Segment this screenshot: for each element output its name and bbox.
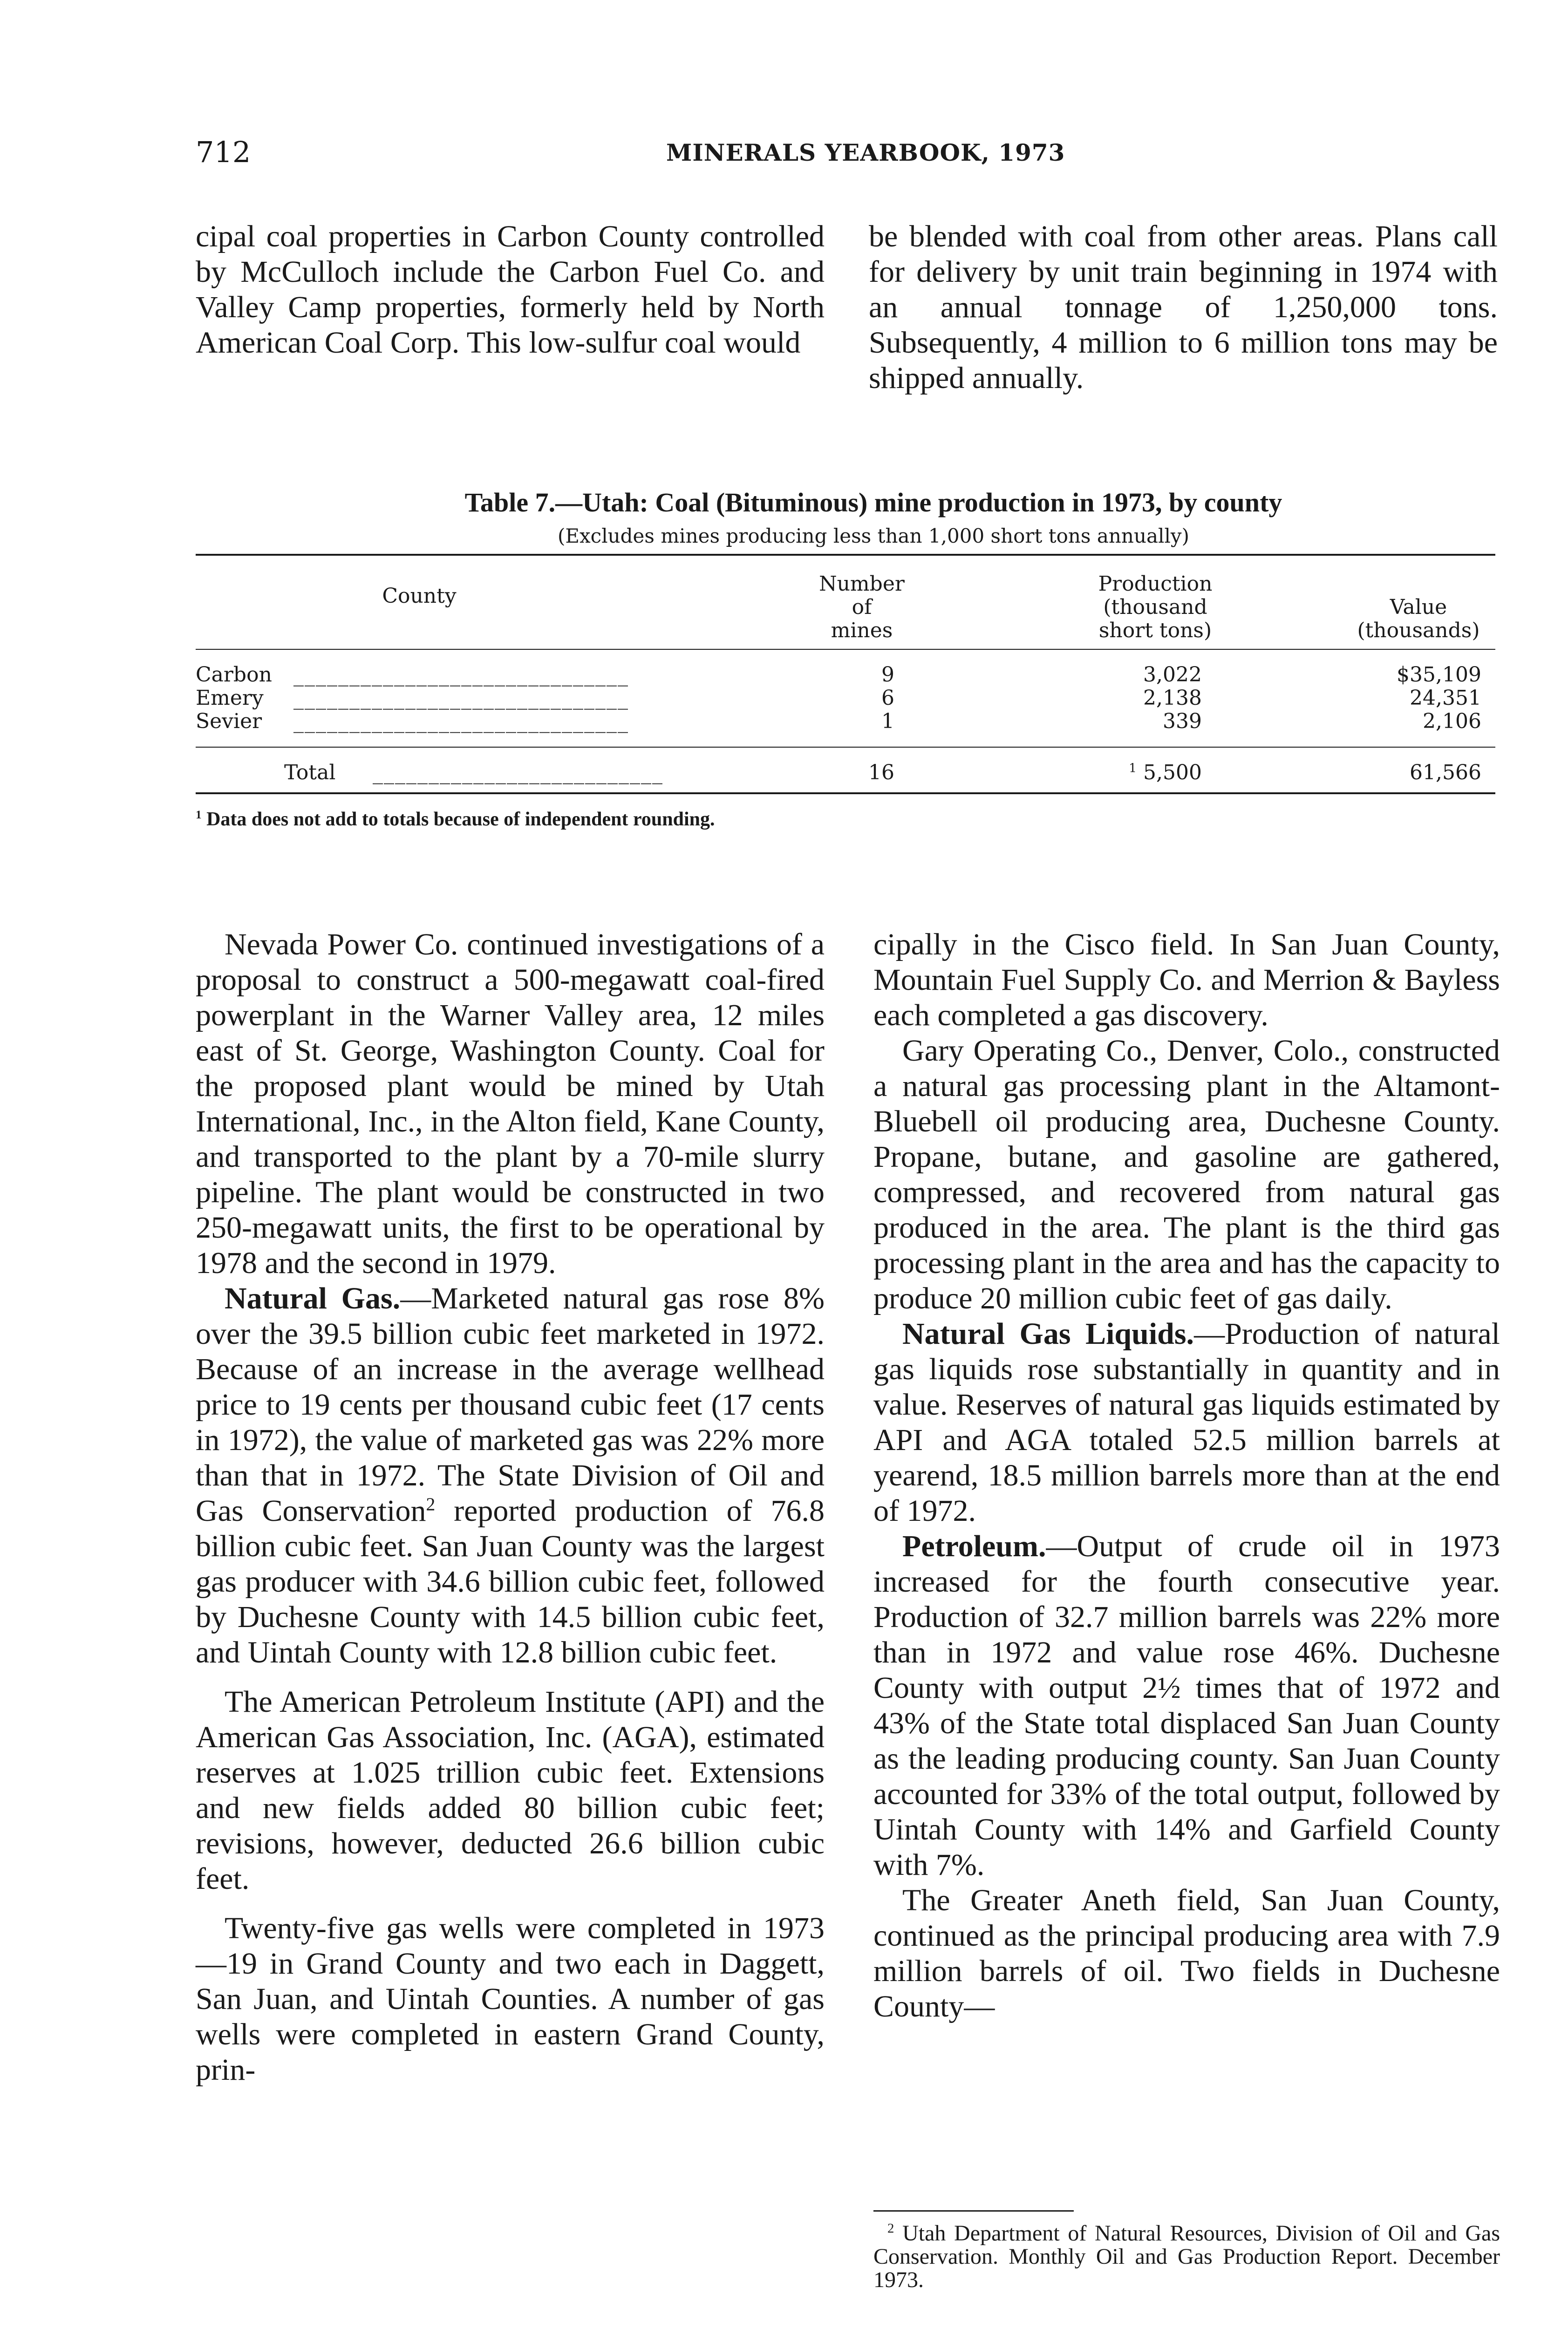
row-mines: 1 [881, 709, 894, 733]
table-body [196, 650, 1495, 733]
bottom-right-column [873, 927, 1500, 2024]
total-production [1090, 761, 1202, 784]
row-county: Emery [196, 686, 264, 710]
row-value: $35,109 [1397, 663, 1481, 687]
table-row [196, 686, 1495, 709]
footnote-rule [873, 2210, 1074, 2212]
header-mines-line: of [852, 595, 872, 619]
paragraph: The Greater Aneth field, San Juan County, continued as the principal producing area with 7.9 million barrels of oil. Two fields in Duchesne County— [873, 1883, 1500, 2023]
paragraph-text: —Marketed natural gas rose 8% over the 39.5 billion cubic feet marketed in 1972. Because of an increase in the average wellhead price to 19 cents per thousand cubic feet (17 cents in 1972), the value of marketed gas was 22% more than that in 1972. The State Division of Oil and Gas Conservation [196, 1281, 825, 1528]
header-production [1071, 572, 1239, 642]
paragraph-petroleum [873, 1529, 1500, 1883]
bottom-left-column [196, 927, 825, 2088]
table-header [196, 556, 1495, 649]
table-row [196, 709, 1495, 733]
table-bottom-rule [196, 792, 1495, 794]
page-number: 712 [196, 135, 251, 169]
header-value-line: Value [1390, 595, 1447, 619]
dot-leader: __________________________ [373, 761, 663, 784]
dot-leader: ______________________________ [293, 709, 629, 733]
footnote-marker: 2 [887, 2221, 894, 2236]
table-footnote [196, 808, 1495, 831]
paragraph: Twenty-five gas wells were completed in 1973—19 in Grand County and two each in Daggett, San Juan, and Uintah Counties. A number of gas wells were completed in eastern Grand County, prin- [196, 1911, 825, 2087]
row-mines: 6 [881, 686, 894, 710]
total-production-value: 5,500 [1143, 761, 1202, 784]
row-production: 339 [1163, 709, 1202, 733]
footnote-marker: 2 [426, 1494, 436, 1514]
footnote-marker: 1 [196, 809, 202, 821]
paragraph: Nevada Power Co. continued investigations of a proposal to construct a 500-megawatt coal-fired powerplant in the Warner Valley area, 12 miles east of St. George, Washington County. Coal for the proposed plant would be mined by Utah International, Inc., in the Alton field, Kane County, and transported to the plant by a 70-mile slurry pipeline. The plant would be constructed in two 250-megawatt units, the first to be operational by 1978 and the second in 1979. [196, 927, 825, 1280]
table-title: Table 7.—Utah: Coal (Bituminous) mine production in 1973, by county [464, 487, 1282, 518]
row-value: 2,106 [1423, 709, 1481, 733]
header-value [1342, 596, 1495, 642]
paragraph: The American Petroleum Institute (API) and the American Gas Association, Inc. (AGA), estimated reserves at 1.025 trillion cubic feet. Extensions and new fields added 80 billion cubic feet; revisions, however, deducted 26.6 billion cubic feet. [196, 1685, 825, 1896]
paragraph: cipal coal properties in Carbon County controlled by McCulloch include the Carbon Fuel Co. and Valley Camp properties, formerly held by North American Coal Corp. This low-sulfur coal would [196, 219, 825, 360]
total-label: Total [284, 761, 336, 784]
header-mines [815, 572, 908, 642]
footnote-marker: 1 [1129, 761, 1137, 776]
dot-leader: ______________________________ [293, 663, 629, 687]
row-county: Carbon [196, 663, 272, 687]
total-row [196, 761, 1495, 784]
row-value: 24,351 [1410, 686, 1481, 710]
page-footnote-text: Utah Department of Natural Resources, Division of Oil and Gas Conservation. Monthly Oil and Gas Production Report. December 1973. [873, 2221, 1500, 2292]
running-head [196, 135, 1495, 177]
section-heading: Petroleum. [902, 1529, 1046, 1563]
top-left-column [196, 219, 825, 361]
table-footnote-text: Data does not add to totals because of independent rounding. [206, 809, 715, 830]
paragraph-natural-gas [196, 1281, 825, 1670]
top-right-column [869, 219, 1498, 396]
running-title: MINERALS YEARBOOK, 1973 [666, 139, 1065, 166]
total-mines: 16 [868, 761, 894, 784]
header-production-line: Production [1098, 572, 1213, 596]
row-mines: 9 [881, 663, 894, 687]
header-production-line: (thousand [1103, 595, 1207, 619]
section-heading: Natural Gas. [225, 1281, 401, 1315]
coal-production-table [196, 487, 1495, 831]
row-county: Sevier [196, 709, 262, 733]
header-production-line: short tons) [1098, 619, 1212, 642]
section-heading: Natural Gas Liquids. [902, 1317, 1194, 1351]
header-mines-line: Number [819, 572, 905, 596]
paragraph-text: —Production of natural gas liquids rose substantially in quantity and in value. Reserves of natural gas liquids estimated by API and AGA totaled 52.5 million barrels at yearend, 18.5 million barrels more than at the end of 1972. [873, 1317, 1500, 1528]
total-value: 61,566 [1410, 761, 1481, 784]
header-value-line: (thousands) [1357, 619, 1480, 642]
paragraph: be blended with coal from other areas. Plans call for delivery by unit train beginning in 1974 with an annual tonnage of 1,250,000 tons. Subsequently, 4 million to 6 million tons may be shipped annually. [869, 219, 1498, 395]
paragraph-text: reported production of 76.8 billion cubic feet. San Juan County was the largest gas producer with 34.6 billion cubic feet, followed by Duchesne County with 14.5 billion cubic feet, and Uintah County with 12.8 billion cubic feet. [196, 1494, 825, 1669]
table-total [196, 748, 1495, 792]
paragraph: Gary Operating Co., Denver, Colo., constructed a natural gas processing plant in the Altamont-Bluebell oil producing area, Duchesne County. Propane, butane, and gasoline are gathered, compressed, and recovered from natural gas produced in the area. The plant is the third gas processing plant in the area and has the capacity to produce 20 million cubic feet of gas daily. [873, 1034, 1500, 1315]
table-subtitle: (Excludes mines producing less than 1,000 short tons annually) [557, 524, 1190, 547]
paragraph-natural-gas-liquids [873, 1316, 1500, 1529]
row-production: 3,022 [1143, 663, 1202, 687]
row-production: 2,138 [1143, 686, 1202, 710]
table-row [196, 663, 1495, 686]
dot-leader: ______________________________ [293, 686, 629, 710]
header-county: County [382, 584, 457, 608]
page-footnote [873, 2222, 1500, 2292]
header-mines-line: mines [831, 619, 893, 642]
paragraph-text: —Output of crude oil in 1973 increased for the fourth consecutive year. Production of 32.7 million barrels was 22% more than in 1972 and value rose 46%. Duchesne County with output 2½ times that of 1972 and 43% of the State total displaced San Juan County as the leading producing county. San Juan County accounted for 33% of the total output, followed by Uintah County with 14% and Garfield County with 7%. [873, 1529, 1500, 1882]
paragraph: cipally in the Cisco field. In San Juan County, Mountain Fuel Supply Co. and Merrion & Bayless each completed a gas discovery. [873, 927, 1500, 1032]
